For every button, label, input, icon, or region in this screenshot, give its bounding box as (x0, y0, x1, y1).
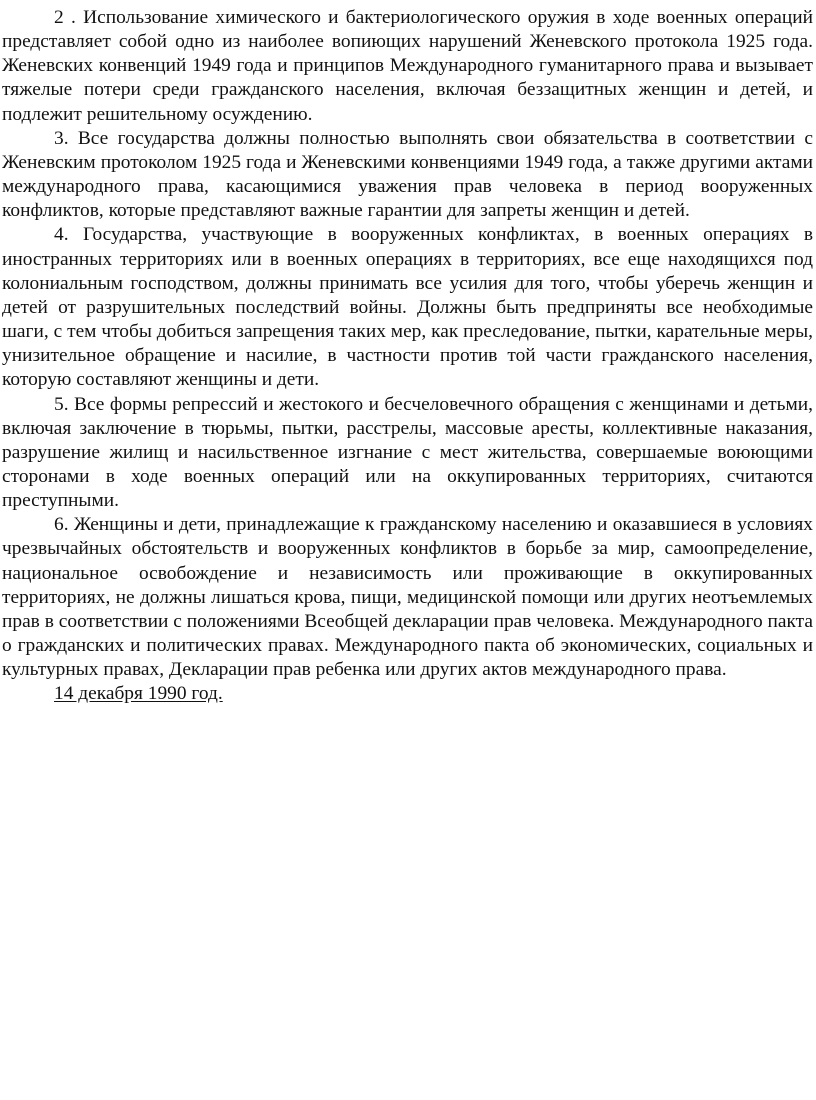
paragraph-3: 3. Все государства должны полностью выполнять свои обязательства в соответствии с Женевским протоколом 1925 года и Женевскими конвенциями 1949 года, а также другими актами международного права, касающимися уважения прав человека в период вооруженных конфликтов, которые представляют важные гарантии для запреты женщин и детей. (2, 127, 813, 222)
paragraph-2: 2 . Использование химического и бактериологического оружия в ходе военных операций представляет собой одно из наиболее вопиющих нарушений Женевского протокола 1925 года. Женевских конвенций 1949 года и принципов Международного гуманитарного права и вызывает тяжелые потери среди гражданского населения, включая беззащитных женщин и детей, и подлежит решительному осуждению. (2, 7, 813, 125)
paragraph-6: 6. Женщины и дети, принадлежащие к гражданскому населению и оказавшиеся в условиях чрезвычайных обстоятельств и вооруженных конфликтов в борьбе за мир, самоопределение, национальное освобождение и независимость или проживающие в оккупированных территориях, не должны лишаться крова, пищи, медицинской помощи или других неотъемлемых прав в соответствии с положениями Всеобщей декларации прав человека. Международного пакта о гражданских и политических правах. Международного пакта об экономических, социальных и культурных правах, Декларации прав ребенка или других актов международного права. (2, 514, 813, 681)
document-date: 14 декабря 1990 год. (54, 683, 223, 705)
paragraph-5: 5. Все формы репрессий и жестокого и бесчеловечного обращения с женщинами и детьми, включая заключение в тюрьмы, пытки, расстрелы, массовые аресты, коллективные наказания, разрушение жилищ и насильственное изгнание с мест жительства, совершаемые воюющими сторонами в ходе военных операций или на оккупированных территориях, считаются преступными. (2, 393, 813, 512)
paragraph-4: 4. Государства, участвующие в вооруженных конфликтах, в военных операциях в иностранных территориях или в военных операциях в территориях, все еще находящихся под колониальным господством, должны принимать все усилия для того, чтобы уберечь женщин и детей от разрушительных последствий войны. Должны быть предприняты все необходимые шаги, с тем чтобы добиться запрещения таких мер, как преследование, пытки, карательные меры, унизительное обращение и насилие, в частности против той части гражданского населения, которую составляют женщины и дети. (2, 224, 813, 391)
date-line (2, 682, 813, 706)
